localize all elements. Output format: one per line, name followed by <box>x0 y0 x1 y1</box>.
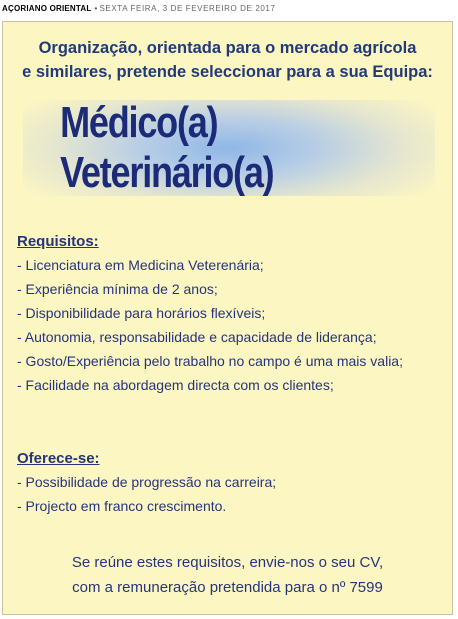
requirement-item: - Autonomia, responsabilidade e capacidade de liderança; <box>17 329 377 345</box>
intro-line-1: Organização, orientada para o mercado agrícola <box>38 39 417 57</box>
requirement-item: - Gosto/Experiência pelo trabalho no campo é uma mais valia; <box>17 353 403 369</box>
requirements-heading: Requisitos: <box>17 233 99 250</box>
publication-date: SEXTA FEIRA, 3 DE FEVEREIRO DE 2017 <box>99 4 276 13</box>
offer-item: - Possibilidade de progressão na carreira; <box>17 474 277 490</box>
intro-text <box>3 36 452 84</box>
job-advertisement <box>2 21 453 615</box>
closing-line-2: com a remuneração pretendida para o nº 7599 <box>72 579 383 596</box>
job-title-banner <box>23 100 435 196</box>
requirements-section <box>17 231 447 397</box>
intro-line-2: e similares, pretende seleccionar para a sua Equipa: <box>22 63 433 81</box>
newspaper-header <box>2 3 456 15</box>
requirement-item: - Facilidade na abordagem directa com os clientes; <box>17 377 334 393</box>
closing-line-1: Se reúne estes requisitos, envie-nos o seu CV, <box>71 554 384 571</box>
header-separator: • <box>94 4 98 13</box>
offers-section <box>17 448 447 518</box>
offer-item: - Projecto em franco crescimento. <box>17 498 227 514</box>
newspaper-name: AÇORIANO ORIENTAL <box>2 4 92 13</box>
requirement-item: - Licenciatura em Medicina Veterenária; <box>17 257 264 273</box>
requirement-item: - Experiência mínima de 2 anos; <box>17 281 218 297</box>
offers-heading: Oferece-se: <box>17 450 100 467</box>
requirement-item: - Disponibilidade para horários flexíveis; <box>17 305 266 321</box>
job-title: Médico(a) Veterinário(a) <box>60 98 274 197</box>
application-instructions <box>3 550 452 600</box>
